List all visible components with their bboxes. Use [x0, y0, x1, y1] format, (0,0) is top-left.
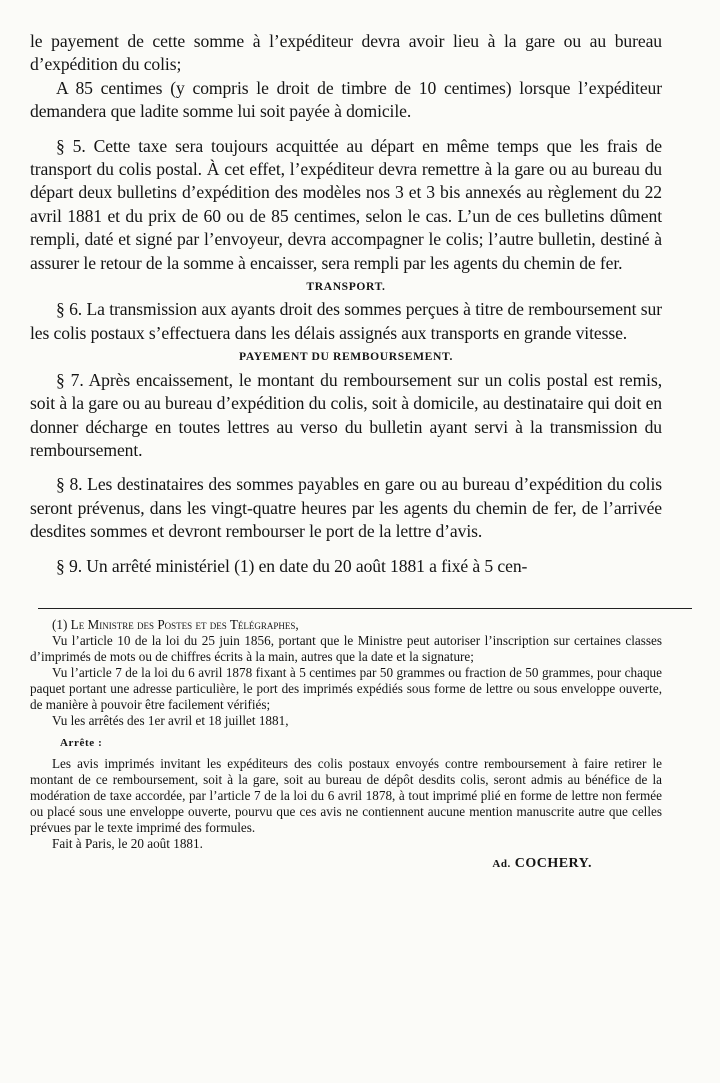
signature [30, 856, 662, 872]
footnote-divider [38, 608, 692, 609]
footnote-intro: (1) Le Ministre des Postes et des Télégraphes, [52, 616, 299, 632]
footnote-arrete: Arrête : [60, 736, 103, 749]
footnote-vu-2: Vu l’article 7 de la loi du 6 avril 1878 fixant à 5 centimes par 50 grammes ou fraction de 50 grammes, pour chaque paquet portant une adresse particulière, le port des imprimés expédiés sous forme de lettre ou sous enveloppe ouverte, de manière à pouvoir être facilement vérifiés; [30, 664, 662, 712]
signature-prefix: Ad. [492, 857, 511, 870]
heading-transport: TRANSPORT. [306, 280, 386, 294]
footnote-fait: Fait à Paris, le 20 août 1881. [52, 835, 203, 851]
footnote [30, 617, 662, 872]
paragraph-85-centimes: A 85 centimes (y compris le droit de timbre de 10 centimes) lorsque l’expéditeur demandera que ladite somme lui soit payée à domicile. [30, 77, 662, 122]
footnote-vu-1: Vu l’article 10 de la loi du 25 juin 1856, portant que le Ministre peut autoriser l’inscription sur certaines classes d’imprimés de mots ou de chiffres écrits à la main, autres que la date et la signature; [30, 632, 662, 664]
paragraph-section-6: § 6. La transmission aux ayants droit des sommes perçues à titre de remboursement sur les colis postaux s’effectuera dans les délais assignés aux transports en grande vitesse. [30, 299, 662, 343]
paragraph-section-8: § 8. Les destinataires des sommes payables en gare ou au bureau d’expédition du colis seront prévenus, dans les vingt-quatre heures par les agents du chemin de fer, de l’arrivée desdites sommes et devront rembourser le port de la lettre d’avis. [30, 474, 662, 542]
paragraph-section-5: § 5. Cette taxe sera toujours acquittée au départ en même temps que les frais de transport du colis postal. À cet effet, l’expéditeur devra remettre à la gare ou au bureau du départ deux bulletins d’expédition des modèles nos 3 et 3 bis annexés au règlement du 22 avril 1881 et du prix de 60 ou de 85 centimes, selon le cas. L’un de ces bulletins dûment rempli, daté et signé par l’envoyeur, devra accompagner le colis; l’autre bulletin, destiné à assurer le retour de la somme à encaisser, sera rempli par les agents du chemin de fer. [30, 135, 662, 273]
main-text [30, 30, 662, 578]
signature-name: COCHERY. [514, 855, 592, 871]
footnote-vu-3: Vu les arrêtés des 1er avril et 18 juillet 1881, [52, 712, 289, 728]
paragraph-section-9: § 9. Un arrêté ministériel (1) en date du 20 août 1881 a fixé à 5 cen- [56, 555, 528, 576]
paragraph-section-7: § 7. Après encaissement, le montant du remboursement sur un colis postal est remis, soit à la gare ou au bureau d’expédition du colis, soit à domicile, au destinataire qui doit en donner décharge en toutes lettres au verso du bulletin ayant servi à la transmission du remboursement. [30, 369, 662, 460]
footnote-article: Les avis imprimés invitant les expéditeurs des colis postaux envoyés contre remboursement à faire retirer le montant de ce remboursement, soit à la gare, soit au bureau de dépôt desdits colis, seront admis au bénéfice de la modération de taxe accordée, par l’article 7 de la loi du 6 avril 1878, à tout imprimé plié en forme de lettre non fermée ou placé sous une enveloppe ouverte, pourvu que ces avis ne contiennent aucune mention manuscrite autre que celles prévues par le texte imprimé des formules. [30, 755, 662, 835]
paragraph-continuation: le payement de cette somme à l’expéditeur devra avoir lieu à la gare ou au bureau d’expédition du colis; [30, 31, 662, 75]
heading-payement: PAYEMENT DU REMBOURSEMENT. [239, 350, 453, 364]
